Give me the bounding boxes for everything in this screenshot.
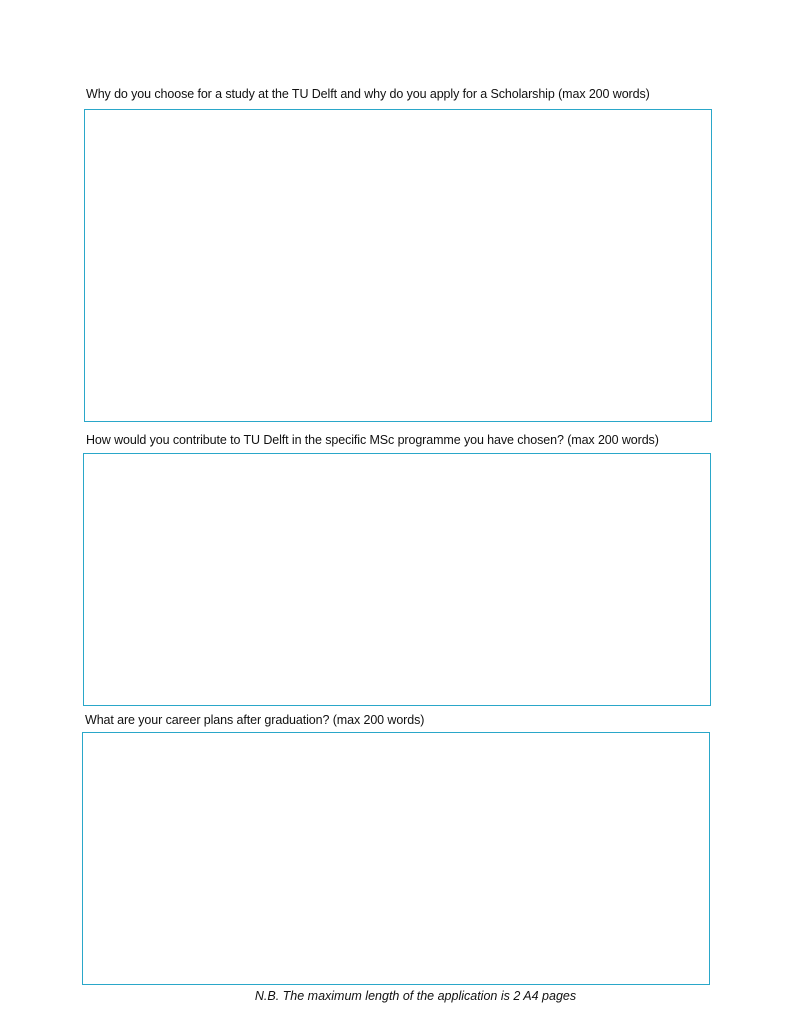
answer-box-career-plans[interactable]	[82, 732, 710, 985]
footnote-page-limit: N.B. The maximum length of the application is 2 A4 pages	[254, 989, 577, 1003]
answer-box-contribution[interactable]	[83, 453, 711, 706]
answer-box-study-motivation[interactable]	[84, 109, 712, 422]
question-study-motivation: Why do you choose for a study at the TU Delft and why do you apply for a Scholarship (max 200 words)	[86, 87, 650, 101]
question-career-plans: What are your career plans after graduation? (max 200 words)	[85, 713, 425, 727]
question-contribution: How would you contribute to TU Delft in the specific MSc programme you have chosen? (max 200 words)	[86, 433, 659, 447]
